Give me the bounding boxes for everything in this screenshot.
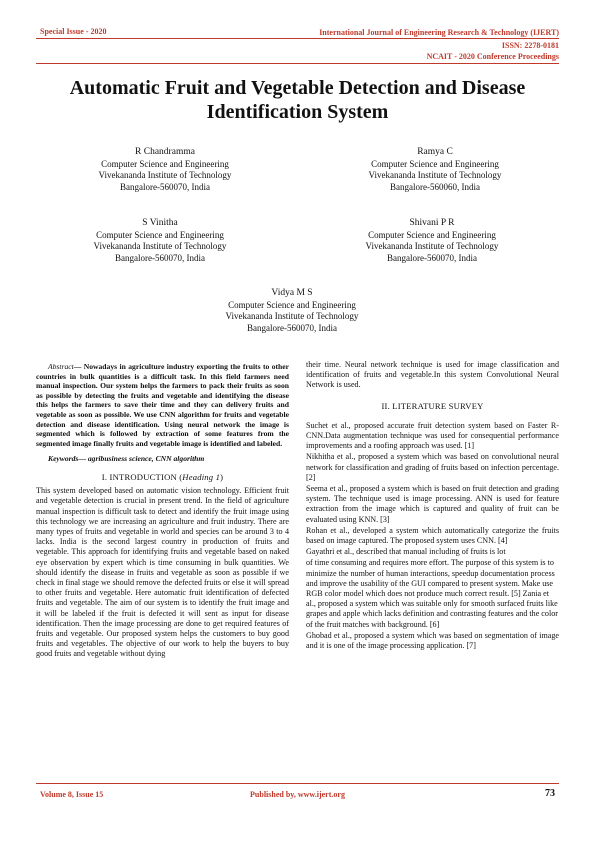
author-block-1 [60, 147, 270, 193]
header-special-issue: Special Issue - 2020 [40, 27, 107, 36]
author-block-3 [55, 218, 265, 264]
paper-title: Automatic Fruit and Vegetable Detection and Disease Identification System [69, 77, 526, 123]
page-number: 73 [545, 788, 555, 799]
footer-divider [36, 783, 559, 784]
author-block-5 [187, 288, 397, 334]
author-block-4 [327, 218, 537, 264]
section-heading-introduction [36, 472, 289, 482]
header-conference: NCAIT - 2020 Conference Proceedings [426, 52, 559, 61]
header-divider-2 [36, 63, 559, 64]
author-department: Computer Science and Engineering [368, 230, 496, 241]
header-issn: ISSN: 2278-0181 [501, 41, 559, 50]
author-name: Ramya C [417, 147, 453, 157]
abstract-separator: — [73, 362, 84, 371]
footer-volume-issue: Volume 8, Issue 15 [40, 790, 104, 799]
literature-paragraph-1: Suchet et al., proposed accurate fruit detection system based on Faster R-CNN.Data augmentation technique was used for consequential performance improvements and a roofing approach was used. [1] [306, 420, 559, 451]
literature-paragraph-4: Rohan et al., developed a system which automatically categorize the fruits based on image captured. The proposed system uses CNN. [4] [306, 525, 559, 546]
author-name: Vidya M S [271, 288, 313, 298]
literature-paragraph-5: Gayathri et al., described that manual including of fruits is lot [306, 547, 506, 557]
keywords: Keywords— agribusiness science, CNN algorithm [48, 454, 205, 464]
author-block-2 [330, 147, 540, 193]
author-address: Bangalore-560070, India [120, 181, 210, 192]
section-heading-close: ) [220, 471, 224, 482]
author-address: Bangalore-560070, India [387, 252, 477, 263]
author-address: Bangalore-560070, India [247, 322, 337, 333]
right-column [306, 360, 559, 652]
abstract-text: Nowadays in agriculture industry exporting the fruits to other countries in bulk quantities is a difficult task. In this field farmers need manual inspection. Our system helps the farmers to pack their fruits as soon as possible by detecting the fruits and vegetable and identifying the disease this helps the farmers to save their time and they can delivery fruits and vegetable as soon as possible. We use CNN algorithm for fruits and vegetable detection and disease identification. Using neural network the image is segmented which is followed by extraction of some features from the segmented image finally fruits and vegetable image is identified and labeled. [36, 362, 289, 448]
literature-paragraph-3: Seema et al., proposed a system which is based on fruit detection and grading system. The technique used is image processing. ANN is used for feature extraction from the image which is captured and quality of fruit can be evaluated using KNN. [3] [306, 484, 559, 524]
introduction-paragraph: This system developed based on automatic vision technology. Efficient fruit and vegetable detection is crucial in present trend. In the field of agriculture manual inspection is difficult task to detect and identify the fruit image using this technology we are increasing an agriculture and fruit industry. There are many types of fruits and vegetable in world and species can be around 3 to 4 lacks. India is the second largest country in production of fruits and vegetable. This approach for identifying fruits and vegetable based on naked eye observation by expert which is time consuming in bulk quantities. We should identify the disease in fruits and vegetable as soon as possible if we check in final stage we should remove the defected fruits or else it will spread to other fruits and vegetable. Here automatic fruit identification of defected fruits and vegetable. The aim of our system is to identify the fruit image and it will be labeled if the fruit is defected it will sent as input for disease identification. Then the image processing are done to get required features of fruits and vegetable. Our proposed system helps the customers to buy good fruits and vegetables. The objective of our work to help the buyers to buy good fruits and vegetable without dying [36, 486, 289, 659]
literature-paragraph-7: Ghobad et al., proposed a system which was based on segmentation of image and it is one of the image processing application. [7] [306, 630, 559, 651]
author-address: Bangalore-560070, India [115, 252, 205, 263]
section-heading-literature-survey: II. LITERATURE SURVEY [381, 400, 484, 411]
section-heading-text: I. INTRODUCTION ( [101, 471, 183, 482]
section-heading-italic: Heading 1 [182, 471, 221, 482]
author-department: Computer Science and Engineering [228, 300, 356, 311]
literature-paragraph-2: Nikhitha et al., proposed a system which was based on convolutional neural network for classification and grading of fruits based on infection percentage. [2] [306, 452, 559, 482]
author-name: Shivani P R [409, 218, 455, 228]
author-institute: Vivekananda Institute of Technology [365, 241, 499, 252]
header-journal-name: International Journal of Engineering Research & Technology (IJERT) [319, 28, 559, 37]
literature-paragraph-6: of time consuming and requires more effort. The purpose of this system is to minimize the number of human interactions, speedup documentation process and improve the usability of the GUI compared to present system. Make use RGB color model which does not produce much correct result. [5] Zania et al., proposed a system which was suitable only for smooth surfaced fruits like grapes and apple which lacks definition and contrasting features and the color of the fruit matches with background. [6] [306, 558, 558, 629]
author-institute: Vivekananda Institute of Technology [225, 311, 359, 322]
author-address: Bangalore-560060, India [390, 181, 480, 192]
footer-publisher-link[interactable]: Published by, www.ijert.org [250, 790, 345, 799]
author-name: R Chandramma [135, 147, 195, 157]
author-institute: Vivekananda Institute of Technology [368, 170, 502, 181]
author-department: Computer Science and Engineering [371, 159, 499, 170]
header-divider [36, 38, 559, 39]
author-institute: Vivekananda Institute of Technology [93, 241, 227, 252]
abstract-label: Abstract [48, 362, 74, 371]
author-institute: Vivekananda Institute of Technology [98, 170, 232, 181]
abstract [36, 362, 289, 448]
author-department: Computer Science and Engineering [101, 159, 229, 170]
author-department: Computer Science and Engineering [96, 230, 224, 241]
left-column [36, 362, 289, 660]
author-name: S Vinitha [142, 218, 178, 228]
introduction-continued: their time. Neural network technique is used for image classification and identification of fruits and vegetable.In this system Convolutional Neural Network is used. [306, 360, 559, 390]
